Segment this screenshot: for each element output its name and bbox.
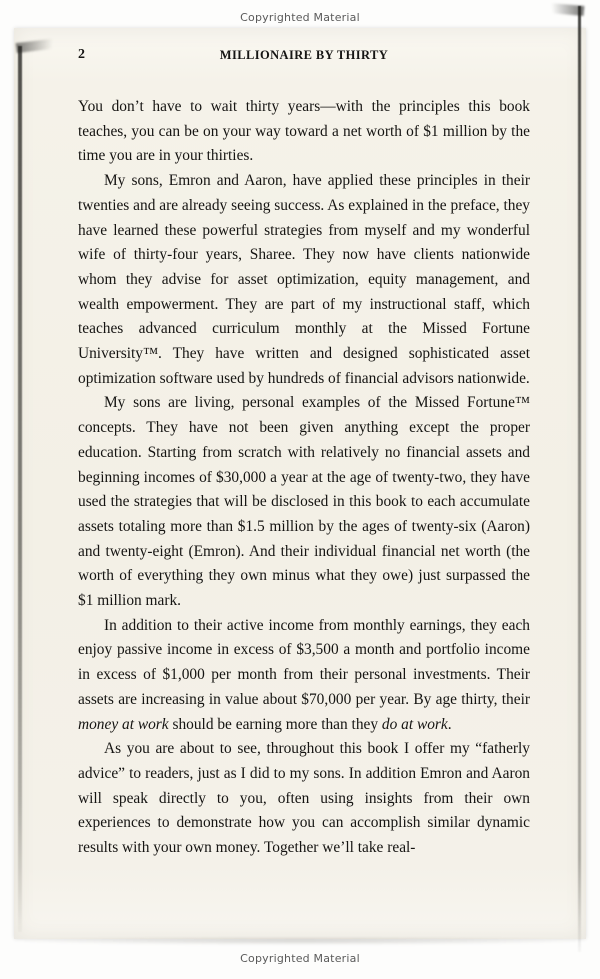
text-run: . [447, 715, 452, 733]
text-run: My sons are living, personal examples of the Missed Fortune™ concepts. They have not been given anything except the proper education. Starting from scratch with relatively no financial assets and beginning incomes of $30,000 a year at the age of twenty-two, they have used the strategies that will be disclosed in this book to each accumulate assets totaling more than $1.5 million by the ages of twenty-six (Aaron) and twenty-eight (Emron). And their individual financial net worth (the worth of everything they own minus what they owe) just surpassed the $1 million mark. [78, 394, 530, 610]
copyright-notice-bottom: Copyrighted Material [240, 952, 360, 965]
page-edge-bottom [24, 937, 576, 945]
page-number: 2 [78, 47, 85, 62]
body-text [78, 95, 530, 861]
paragraph [78, 95, 530, 169]
text-run: As you are about to see, throughout this book I offer my “fatherly advice” to readers, just as I did to my sons. In addition Emron and Aaron will speak directly to you, often using insights from their own experiences to demonstrate how you can accomplish similar dynamic results with your own money. Together we’ll take real- [78, 740, 530, 857]
page-header [78, 47, 530, 67]
page-edge-right [578, 6, 581, 952]
text-run: should be earning more than they [168, 715, 382, 733]
paragraph [78, 737, 530, 861]
text-run: My sons, Emron and Aaron, have applied these principles in their twenties and are already seeing success. As explained in the preface, they have learned these powerful strategies from myself and my wonderful wife of thirty-four years, Sharee. They now have clients nationwide whom they advise for asset optimization, equity management, and wealth empowerment. They are part of my instructional staff, which teaches advanced curriculum monthly at the Missed Fortune University™. They have written and designed sophisticated asset optimization software used by hundreds of financial advisors nationwide. [78, 172, 530, 387]
running-head-title: MILLIONAIRE BY THIRTY [219, 48, 389, 62]
page-edge-left [18, 46, 22, 932]
copyright-notice-top: Copyrighted Material [240, 11, 360, 24]
text-run-italic: money at work [78, 715, 169, 733]
paragraph [78, 614, 530, 738]
paragraph [78, 169, 530, 391]
text-run: In addition to their active income from monthly earnings, they each enjoy passive income in excess of $3,500 a month and portfolio income in excess of $1,000 per month from their personal investments. Their assets are increasing in value about $70,000 per year. By age thirty, their [78, 616, 530, 708]
text-run: You don’t have to wait thirty years—with the principles this book teaches, you can be on your way toward a net worth of $1 million by the time you are in your thirties. [78, 98, 530, 165]
text-run-italic: do at work [381, 715, 448, 733]
paragraph [78, 391, 530, 613]
